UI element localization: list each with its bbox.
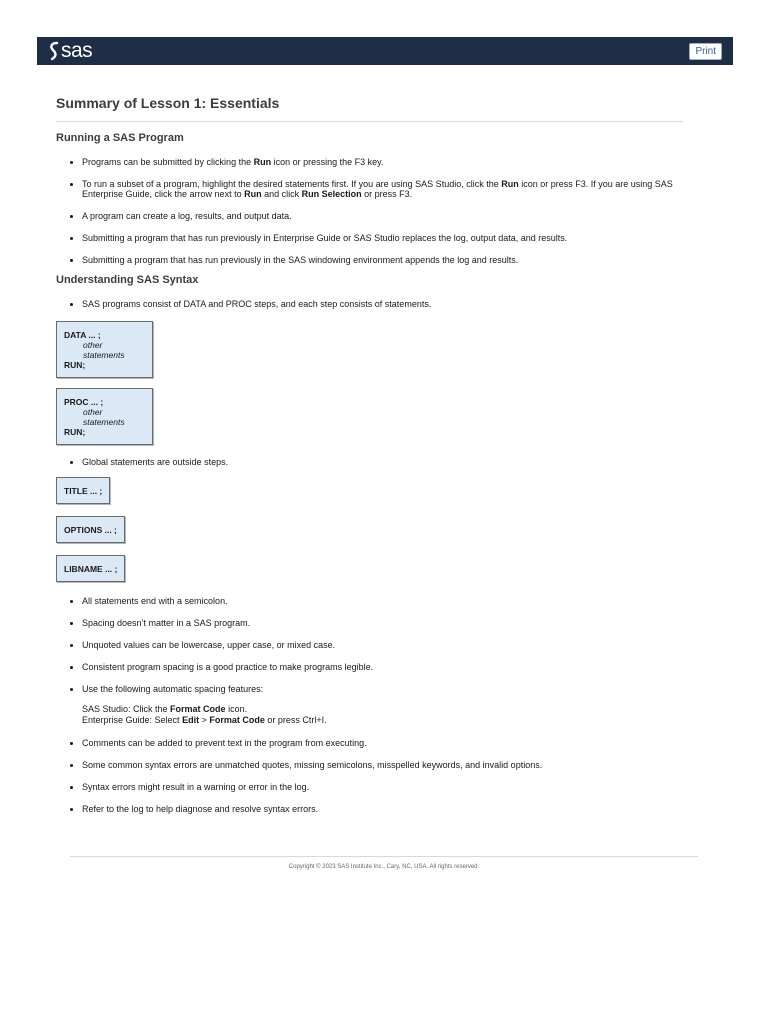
sas-swirl-icon [48, 41, 60, 61]
list-item: • Submitting a program that has run previously in Enterprise Guide or SAS Studio replaces the log, output data, and results. [82, 233, 716, 243]
print-button[interactable]: Print [689, 43, 722, 60]
list-item: • Use the following automatic spacing features: SAS Studio: Click the Format Code icon. Enterprise Guide: Select Edit > Format Code or press Ctrl+I. [82, 684, 716, 726]
running-list [56, 157, 716, 265]
list-item: • Programs can be submitted by clicking the Run icon or pressing the F3 key. [82, 157, 716, 167]
footer-divider [70, 856, 698, 857]
top-banner [37, 37, 733, 65]
list-item: • Global statements are outside steps. TITLE ... ; OPTIONS ... ; LIBNAME ... ; [82, 457, 716, 582]
section-heading-running: Running a SAS Program [56, 132, 184, 144]
spacing-features: SAS Studio: Click the Format Code icon. Enterprise Guide: Select Edit > Format Code or press Ctrl+I. [82, 704, 327, 725]
list-item: • All statements end with a semicolon. [82, 596, 716, 606]
section-heading-syntax: Understanding SAS Syntax [56, 274, 199, 286]
list-item: • Some common syntax errors are unmatched quotes, missing semicolons, misspelled keywords, and invalid options. [82, 760, 716, 770]
list-item: • To run a subset of a program, highlight the desired statements first. If you are using SAS Studio, click the Run icon or press F3. If you are using SAS Enterprise Guide, click the arrow next to Run and click Run Selection or press F3. [82, 179, 716, 199]
data-step-box: DATA ... ; other statements RUN; [56, 321, 153, 378]
libname-statement-box: LIBNAME ... ; [56, 555, 125, 582]
proc-step-box: PROC ... ; other statements RUN; [56, 388, 153, 445]
list-item: • A program can create a log, results, and output data. [82, 211, 716, 221]
list-item: • Consistent program spacing is a good practice to make programs legible. [82, 662, 716, 672]
list-item: • Unquoted values can be lowercase, upper case, or mixed case. [82, 640, 716, 650]
list-item: • SAS programs consist of DATA and PROC steps, and each step consists of statements. DATA ... ; other statements RUN; PROC ... ; other statements RUN; [82, 299, 716, 445]
sas-logo [48, 39, 92, 63]
list-item: • Refer to the log to help diagnose and resolve syntax errors. [82, 804, 716, 814]
list-item: • Spacing doesn’t matter in a SAS program. [82, 618, 716, 628]
list-item: • Syntax errors might result in a warning or error in the log. [82, 782, 716, 792]
list-item: • Comments can be added to prevent text in the program from executing. [82, 738, 716, 748]
list-item: • Submitting a program that has run previously in the SAS windowing environment appends the log and results. [82, 255, 716, 265]
logo-text: sas [61, 39, 93, 62]
copyright-text: Copyright © 2023 SAS Institute Inc., Cary, NC, USA. All rights reserved. [288, 864, 480, 870]
title-statement-box: TITLE ... ; [56, 477, 110, 504]
syntax-list [56, 299, 716, 814]
options-statement-box: OPTIONS ... ; [56, 516, 125, 543]
page-title: Summary of Lesson 1: Essentials [56, 95, 683, 122]
lesson-summary [56, 95, 716, 814]
